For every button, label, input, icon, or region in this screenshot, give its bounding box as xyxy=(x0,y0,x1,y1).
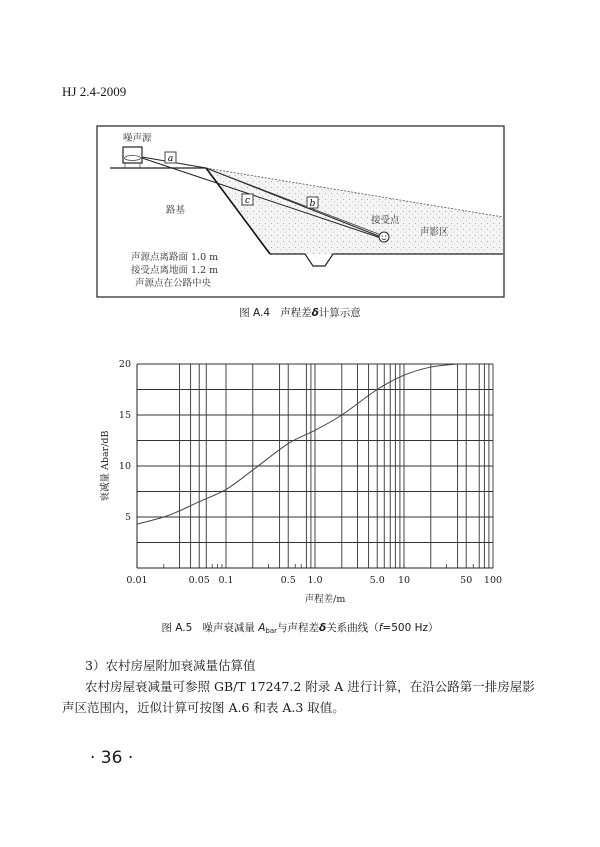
caption-a4-delta: δ xyxy=(311,307,319,319)
figure-a4-diagram xyxy=(0,0,600,300)
caption-a5-delta: δ xyxy=(319,622,327,634)
caption-a5-text-3: 关系曲线（ xyxy=(326,622,379,634)
caption-a5-f: f xyxy=(378,622,383,634)
shadow-zone-label: 声影区 xyxy=(420,227,449,238)
paragraph-line-1: 农村房屋衰减量可参照 GB/T 17247.2 附录 A 进行计算，在沿公路第一排房屋影 xyxy=(85,679,535,694)
y-axis-label: 衰减量 Abar/dB xyxy=(100,430,111,502)
receiver-label: 接受点 xyxy=(371,215,400,226)
receiver-icon xyxy=(379,232,389,242)
y-tick-label: 15 xyxy=(118,410,131,421)
figure-a4-caption xyxy=(0,305,600,320)
x-axis-label: 声程差/m xyxy=(304,594,346,605)
x-tick-label: 10 xyxy=(397,575,411,586)
caption-a4-prefix: 图 A.4 xyxy=(239,307,271,319)
x-tick-label: 0.5 xyxy=(280,575,296,586)
y-tick-label: 20 xyxy=(118,359,131,370)
x-tick-label: 100 xyxy=(483,575,503,586)
noise-source-label: 噪声源 xyxy=(123,133,152,144)
item-heading: 3）农村房屋附加衰减量估算值 xyxy=(85,658,256,673)
figure-a5-chart xyxy=(0,340,600,620)
caption-a4-text-2: 计算示意 xyxy=(318,307,361,319)
roadbed-label: 路基 xyxy=(166,205,186,216)
y-tick-label: 5 xyxy=(124,512,131,523)
caption-a5-text-4: =500 Hz） xyxy=(382,622,439,634)
x-tick-label: 0.05 xyxy=(188,575,210,586)
note-line-2: 接受点离地面 1.2 m xyxy=(131,265,219,276)
caption-a5-text-2: 与声程差 xyxy=(277,622,319,634)
segment-c-label: c xyxy=(244,196,251,206)
note-line-1: 声源点离路面 1.0 m xyxy=(131,252,219,263)
x-tick-label: 0.1 xyxy=(218,575,234,586)
attenuation-curve xyxy=(137,364,458,524)
note-line-3: 声源点在公路中央 xyxy=(135,278,212,289)
page-number: · 36 · xyxy=(90,748,134,768)
segment-b-label: b xyxy=(309,199,316,209)
segment-a-label: a xyxy=(167,154,174,164)
y-tick-label: 10 xyxy=(118,461,131,472)
caption-a5-symbol-a: A xyxy=(258,622,266,634)
caption-a5-sub: bar xyxy=(265,627,277,635)
caption-a4-text-1: 声程差 xyxy=(280,307,312,319)
standard-code-header: HJ 2.4-2009 xyxy=(62,84,127,99)
caption-a5-text-1: 噪声衰减量 xyxy=(202,622,259,634)
x-tick-label: 1.0 xyxy=(307,575,323,586)
x-tick-label: 50 xyxy=(460,575,473,586)
caption-a5-prefix: 图 A.5 xyxy=(161,622,193,634)
paragraph-line-2: 声区范围内，近似计算可按图 A.6 和表 A.3 取值。 xyxy=(62,700,345,715)
x-tick-label: 0.01 xyxy=(126,575,148,586)
figure-a5-caption xyxy=(0,620,600,635)
x-tick-label: 5.0 xyxy=(369,575,385,586)
